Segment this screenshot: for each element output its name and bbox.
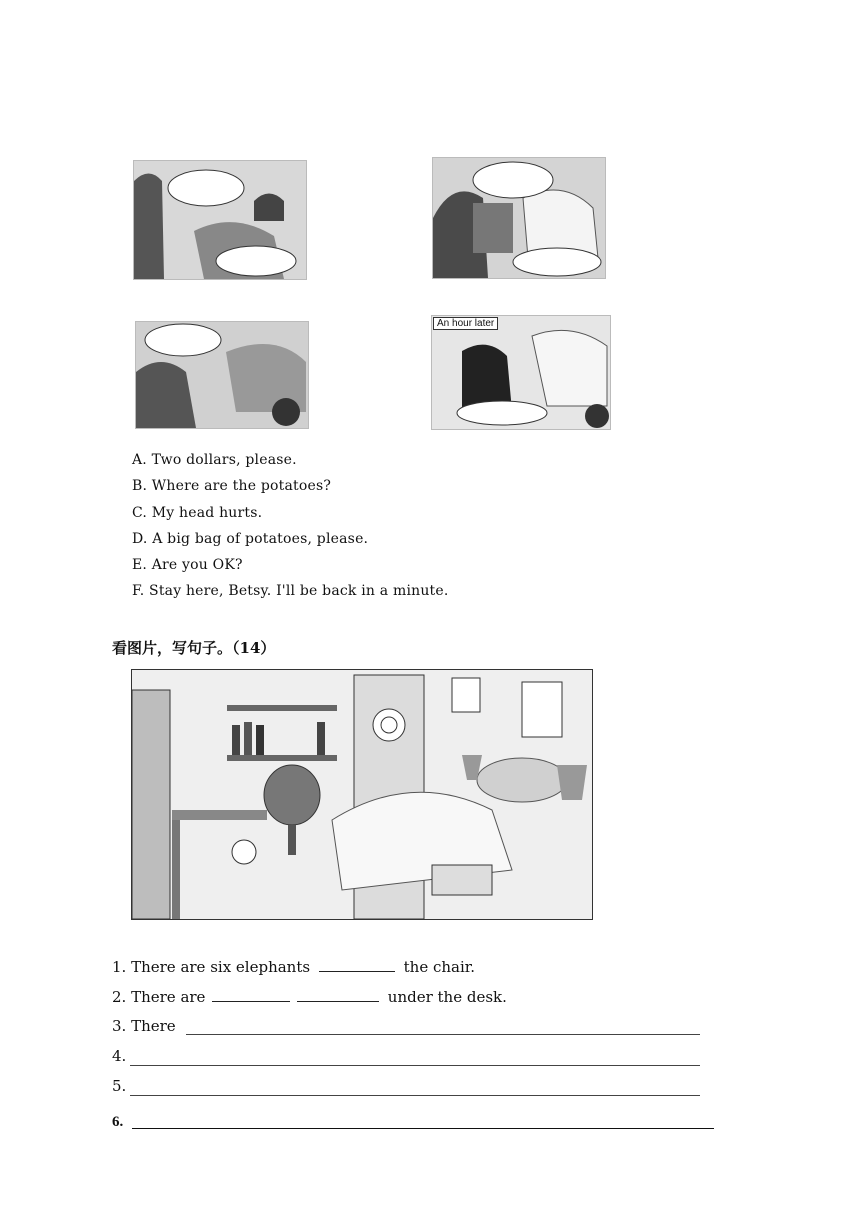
question-5: [112, 1077, 126, 1095]
answer-options: [132, 447, 449, 605]
answer-blank-2a[interactable]: [212, 987, 290, 1002]
option-c: C. My head hurts.: [132, 504, 263, 521]
option-f: F. Stay here, Betsy. I'll be back in a minute.: [132, 583, 449, 600]
comic-panel-3-art: [136, 322, 308, 428]
answer-blank-2b[interactable]: [297, 987, 379, 1002]
option-a: A. Two dollars, please.: [132, 452, 297, 468]
answer-line-4[interactable]: [130, 1065, 700, 1066]
question-2-text: 2. There are: [112, 988, 206, 1006]
section-heading: 看图片，写句子。（14）: [112, 639, 276, 657]
question-4-label: 4.: [112, 1047, 127, 1065]
answer-line-3[interactable]: [186, 1034, 700, 1035]
option-d: D. A big bag of potatoes, please.: [132, 530, 369, 547]
question-1: [112, 957, 475, 976]
question-6: [112, 1114, 123, 1131]
answer-blank-1[interactable]: [319, 957, 395, 972]
panel-caption: An hour later: [433, 317, 498, 330]
question-2-end: under the desk.: [387, 988, 507, 1006]
question-1-end: the chair.: [403, 958, 476, 976]
question-5-label: 5.: [112, 1077, 127, 1095]
question-4: [112, 1047, 126, 1065]
question-3-label: 3. There: [112, 1017, 176, 1035]
question-3: [112, 1017, 176, 1035]
question-1-text: 1. There are six elephants: [112, 958, 311, 976]
answer-line-5[interactable]: [130, 1095, 700, 1096]
answer-line-6[interactable]: [132, 1128, 714, 1129]
comic-panel-2: [432, 157, 606, 279]
comic-panel-1: [133, 160, 307, 280]
question-6-label: 6.: [112, 1114, 124, 1130]
comic-panel-4: [431, 315, 611, 430]
comic-panel-1-art: [134, 161, 306, 279]
comic-panel-2-art: [433, 158, 605, 278]
question-2: [112, 987, 507, 1006]
bedroom-scene-art: [132, 670, 592, 919]
option-e: E. Are you OK?: [132, 557, 243, 574]
comic-panel-4-art: [432, 316, 610, 429]
bedroom-illustration: [131, 669, 593, 920]
option-b: B. Where are the potatoes?: [132, 478, 332, 495]
comic-panel-3: [135, 321, 309, 429]
